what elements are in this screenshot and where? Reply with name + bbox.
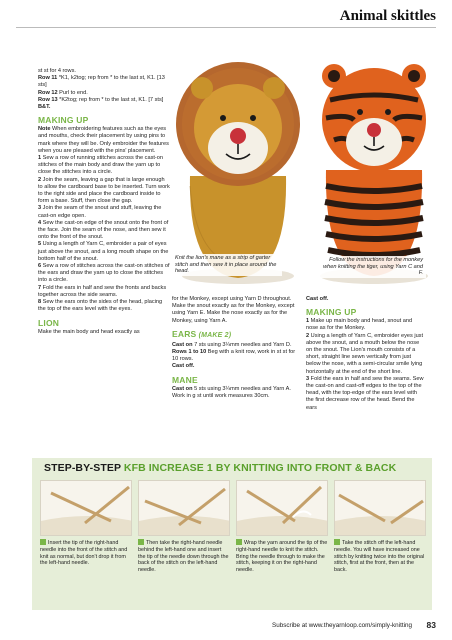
paragraph: 1 Make up main body and head, snout and nose as for the Monkey. bbox=[306, 318, 413, 332]
page-header bbox=[0, 0, 452, 30]
step-title-prefix: STEP-BY-STEP bbox=[44, 462, 121, 474]
paragraph: Cast on 5 sts using 3¼mm needles and Yarn A. bbox=[172, 385, 291, 392]
step-2-text: Then take the right-hand needle behind the left-hand one and insert the tip of the needle down through the back of the stitch on the left-hand needle. bbox=[138, 540, 229, 574]
step-number-marker bbox=[40, 539, 46, 545]
paragraph: 6 Sew a row of stitches across the cast-on stitches of the ears and draw the yarn up to close the stitches into a circle. bbox=[38, 263, 170, 284]
paragraph: 4 Sew the cast-on edge of the snout onto the front of the face. Join the seam of the nose, and then sew it onto the front of the snout. bbox=[38, 219, 169, 241]
paragraph: 3 Join the seam of the snout and stuff, leaving the cast-on edge open. bbox=[38, 205, 162, 219]
paragraph: 2 Join the seam, leaving a gap that is large enough to allow the cardboard base to be inserted. Turn work to the right side and place the cardboard inside to form a base. Stuff, then close the gap. bbox=[38, 176, 170, 205]
lion-skittle bbox=[176, 62, 300, 284]
step-number-marker bbox=[138, 539, 144, 545]
paragraph: Note When embroidering features such as the eyes and mouths, check their placement by using pins to mark where they will be. Only embroider the features when you are pleased with the pins' placement. bbox=[38, 126, 169, 154]
step-2-image bbox=[138, 480, 230, 536]
tiger-skittle bbox=[320, 64, 428, 284]
paragraph: Cast on 7 sts using 3¼mm needles and Yarn D. bbox=[172, 341, 292, 348]
step-number-marker bbox=[334, 539, 340, 545]
step-number-marker bbox=[236, 539, 242, 545]
paragraph: Work in g st until work measures 30cm. bbox=[172, 392, 270, 399]
middle-column bbox=[172, 296, 300, 400]
paragraph: 8 Sew the ears onto the sides of the head, placing the top of the ears level with the eyes. bbox=[38, 299, 163, 313]
step-1-image bbox=[40, 480, 132, 536]
page-footer bbox=[0, 620, 452, 634]
paragraph: Rows 1 to 10 Beg with a knit row, work in st st for 10 rows. bbox=[172, 349, 296, 363]
paragraph: Row 13 *K2tog; rep from * to the last st, K1. [7 sts] bbox=[38, 96, 164, 103]
skittles-photo bbox=[168, 36, 436, 290]
lion-caption: Knit the lion's mane as a strip of garter stitch and then sew it in place around the head. bbox=[172, 254, 282, 276]
paragraph: Make the main body and head exactly as bbox=[38, 328, 140, 335]
step-title-main: KFB INCREASE 1 BY KNITTING INTO FRONT & BACK bbox=[123, 462, 397, 474]
step-2 bbox=[138, 480, 230, 574]
section-heading: EARS (MAKE 2) bbox=[172, 328, 232, 339]
right-column bbox=[306, 296, 424, 412]
monkey-caption: Follow the instructions for the monkey when knitting the tiger, using Yarn C and F. bbox=[316, 256, 426, 278]
section-heading: MAKING UP bbox=[306, 307, 357, 318]
step-by-step-title bbox=[44, 461, 396, 475]
paragraph: 5 Using a length of Yarn C, embroider a pair of eyes just above the snout, and a long mouth shape on the bottom half of the snout. bbox=[38, 241, 169, 262]
step-4-text: Take the stitch off the left-hand needle. You will have increased one stitch by knitting twice into the original stitch, first at the front, then at the back. bbox=[334, 540, 425, 574]
step-3-text: Wrap the yarn around the tip of the right-hand needle to knit the stitch. Bring the needle through to make the stitch, keeping it on the right-hand needle. bbox=[236, 540, 328, 574]
paragraph: for the Monkey, except using Yarn D throughout. Make the snout exactly as for the Monkey, except using Yarn E. Make the nose exactly as for the Monkey, using Yarn A. bbox=[172, 296, 295, 324]
paragraph: 2 Using a length of Yarn C, embroider eyes just above the snout, and a mouth below the nose on the snout. The Lion's mouth consists of a short, straight line sewn vertically from just below the nose, with a semi-circular smile lying horizontally at the end of the short line. bbox=[306, 332, 424, 375]
paragraph: Row 11 *K1, k2tog; rep from * to the last st, K1. [13 sts] bbox=[38, 75, 165, 89]
paragraph: 7 Fold the ears in half and sew the fronts and backs together across the side seams. bbox=[38, 284, 167, 298]
paragraph: 1 Sew a row of running stitches across the cast-on stitches of the main body and draw the yarn up to close the stitches into a circle. bbox=[38, 155, 164, 176]
step-3-image bbox=[236, 480, 328, 536]
section-heading: MANE bbox=[172, 374, 198, 385]
paragraph: 3 Fold the ears in half and sew the seams. Sew the cast-on and cast-off edges to the top of the head, with the top-edge of the ears level with the first decrease row of the head. Bend the ears bbox=[306, 375, 424, 411]
page-number: 83 bbox=[426, 620, 436, 630]
step-4 bbox=[334, 480, 426, 574]
step-1 bbox=[40, 480, 132, 567]
subscribe-text: Subscribe at www.theyarnloop.com/simply-knitting bbox=[272, 622, 412, 629]
step-3 bbox=[236, 480, 328, 574]
step-1-text: Insert the tip of the right-hand needle into the front of the stitch and knit as normal, but don't drop it from the left-hand needle. bbox=[40, 540, 128, 567]
paragraph: Cast off. bbox=[172, 363, 195, 370]
step-4-image bbox=[334, 480, 426, 536]
paragraph: st st for 4 rows. bbox=[38, 68, 76, 74]
section-heading: LION bbox=[38, 317, 60, 328]
left-column bbox=[38, 68, 170, 336]
paragraph: B&T. bbox=[38, 104, 51, 111]
header-divider bbox=[16, 27, 436, 28]
section-heading: MAKING UP bbox=[38, 115, 89, 126]
paragraph: Cast off. bbox=[306, 296, 329, 302]
paragraph: Row 12 Purl to end. bbox=[38, 89, 88, 96]
section-title: Animal skittles bbox=[339, 8, 436, 24]
